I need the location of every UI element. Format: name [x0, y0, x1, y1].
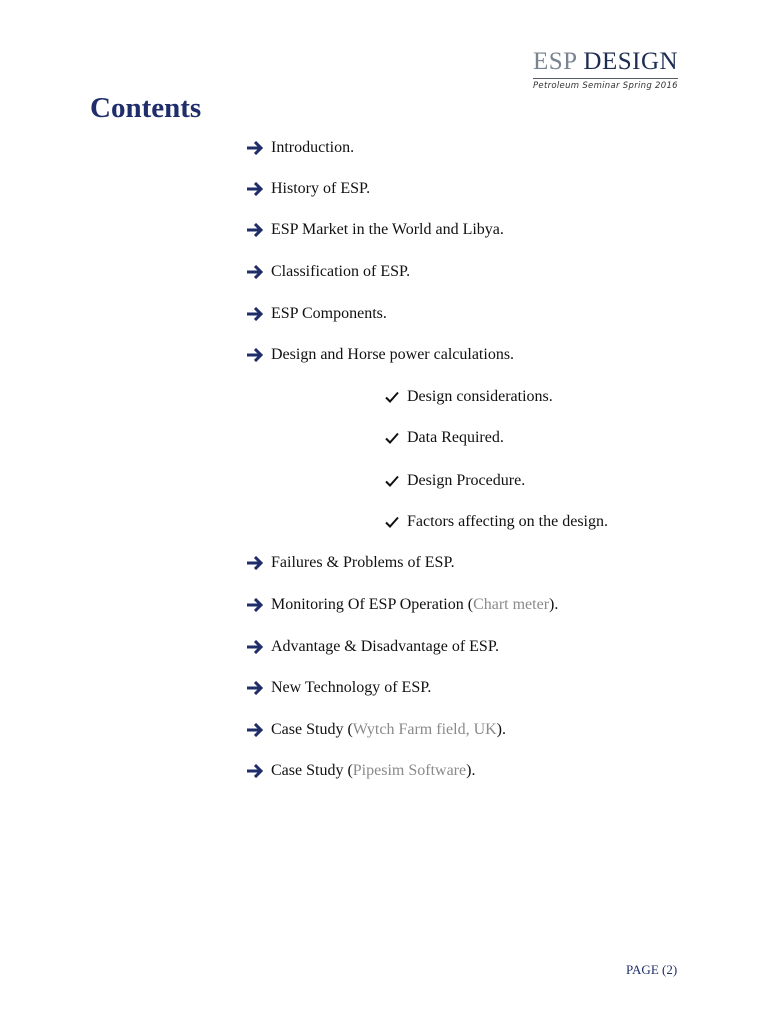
- arrow-right-icon: [246, 598, 264, 612]
- toc-item-label: Case Study (: [271, 762, 353, 779]
- toc-item-label: ESP Market in the World and Libya.: [271, 221, 504, 238]
- arrow-right-icon: [246, 640, 264, 654]
- toc-item-case-study-pipesim[interactable]: [246, 761, 475, 781]
- toc-item-label: New Technology of ESP.: [271, 679, 432, 696]
- page-number: PAGE (2): [626, 962, 678, 977]
- toc-item-label: Monitoring Of ESP Operation (: [271, 596, 474, 613]
- toc-item-highlight: Chart meter: [473, 596, 550, 613]
- logo-divider: [533, 78, 678, 79]
- logo-subtitle: Petroleum Seminar Spring 2016: [533, 81, 678, 91]
- toc-item-market[interactable]: [246, 220, 504, 240]
- toc-subitem-design-considerations[interactable]: [385, 387, 553, 407]
- arrow-right-icon: [246, 141, 264, 155]
- toc-item-case-study-wytch[interactable]: [246, 720, 506, 740]
- toc-subitem-factors[interactable]: [385, 512, 608, 532]
- logo-design: DESIGN: [583, 48, 679, 75]
- toc-item-introduction[interactable]: [246, 138, 354, 158]
- toc-item-label: Data Required.: [407, 429, 504, 446]
- toc-item-label-end: ).: [549, 596, 559, 613]
- toc-item-label: Factors affecting on the design.: [407, 513, 608, 530]
- toc-item-failures[interactable]: [246, 553, 455, 573]
- toc-item-new-technology[interactable]: [246, 678, 431, 698]
- arrow-right-icon: [246, 223, 264, 237]
- toc-item-history[interactable]: [246, 179, 370, 199]
- toc-item-label: Introduction.: [271, 139, 355, 156]
- toc-item-monitoring[interactable]: [246, 595, 558, 615]
- toc-item-components[interactable]: [246, 304, 387, 324]
- toc-item-classification[interactable]: [246, 262, 410, 282]
- page-title: Contents: [90, 92, 202, 124]
- checkmark-icon: [385, 516, 399, 528]
- checkmark-icon: [385, 432, 399, 444]
- toc-item-highlight: Wytch Farm field, UK: [352, 721, 497, 738]
- checkmark-icon: [385, 391, 399, 403]
- toc-item-advantage[interactable]: [246, 637, 499, 657]
- toc-item-label: Advantage & Disadvantage of ESP.: [271, 638, 499, 655]
- arrow-right-icon: [246, 681, 264, 695]
- toc-item-label: ESP Components.: [271, 305, 387, 322]
- toc-item-label: Design Procedure.: [407, 472, 526, 489]
- toc-item-highlight: Pipesim Software: [352, 762, 467, 779]
- arrow-right-icon: [246, 265, 264, 279]
- checkmark-icon: [385, 475, 399, 487]
- toc-item-label-end: ).: [496, 721, 506, 738]
- toc-item-label: Failures & Problems of ESP.: [271, 554, 455, 571]
- arrow-right-icon: [246, 723, 264, 737]
- toc-subitem-design-procedure[interactable]: [385, 471, 525, 491]
- toc-item-label: Classification of ESP.: [271, 263, 411, 280]
- header-logo: [533, 48, 678, 91]
- arrow-right-icon: [246, 556, 264, 570]
- logo-esp: ESP: [533, 48, 577, 75]
- toc-item-label: Design considerations.: [407, 388, 553, 405]
- toc-item-label-end: ).: [466, 762, 476, 779]
- toc-item-label: Design and Horse power calculations.: [271, 346, 515, 363]
- arrow-right-icon: [246, 182, 264, 196]
- logo-title: [533, 48, 678, 76]
- arrow-right-icon: [246, 348, 264, 362]
- toc-item-label: Case Study (: [271, 721, 353, 738]
- toc-subitem-data-required[interactable]: [385, 428, 504, 448]
- arrow-right-icon: [246, 764, 264, 778]
- toc-item-design-hp[interactable]: [246, 345, 514, 365]
- toc-item-label: History of ESP.: [271, 180, 371, 197]
- arrow-right-icon: [246, 307, 264, 321]
